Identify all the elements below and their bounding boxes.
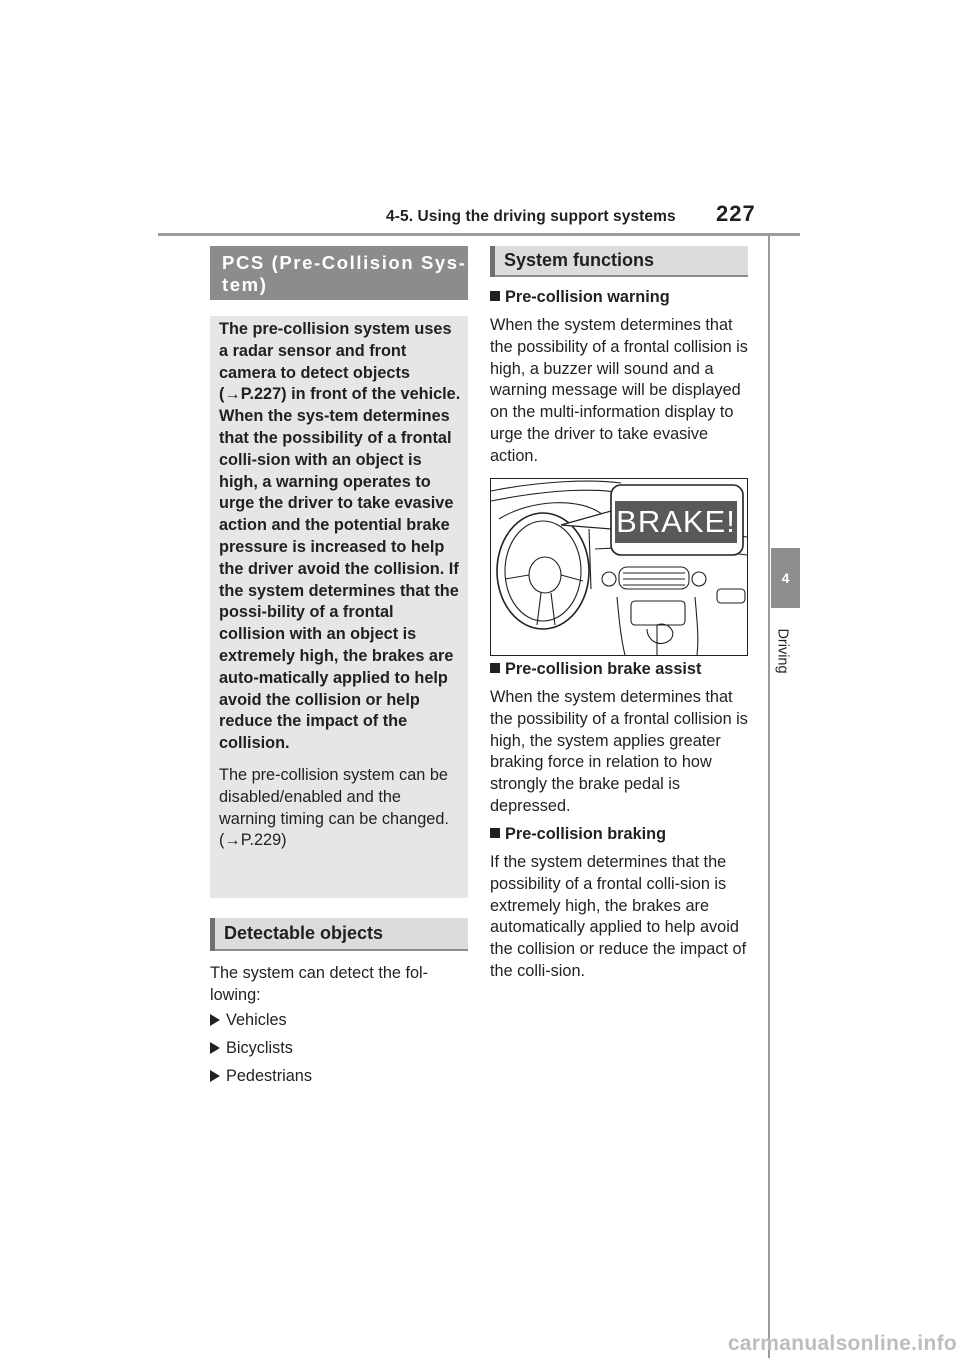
chapter-label <box>758 626 808 676</box>
chapter-tab[interactable]: 4 <box>771 548 800 608</box>
detectable-item-label: Vehicles <box>226 1011 287 1029</box>
chapter-label-text: Driving <box>775 628 791 674</box>
detectable-objects-heading: Detectable objects <box>210 918 468 951</box>
detectable-intro: The system can detect the fol-lowing: <box>210 964 429 1004</box>
pcs-heading: PCS (Pre-Collision Sys-tem) <box>210 246 468 300</box>
page-number: 227 <box>716 201 756 226</box>
square-bullet-icon <box>490 828 500 838</box>
brake-warning-message: BRAKE! <box>616 504 736 539</box>
dashboard-illustration <box>490 478 748 656</box>
side-divider <box>768 233 770 1358</box>
warning-subheading <box>490 287 752 308</box>
triangle-bullet-icon <box>210 1042 220 1054</box>
detectable-item-label: Bicyclists <box>226 1039 293 1057</box>
detectable-item-pedestrians <box>210 1066 468 1087</box>
detectable-item-bicyclists <box>210 1038 468 1059</box>
braking-title: Pre-collision braking <box>505 825 667 843</box>
warning-text: When the system determines that the possibility of a frontal collision is high, a buzzer will sound and a warning message will be displayed on the multi-information display to urge the driver to take evasive action. <box>490 316 748 465</box>
detectable-item-vehicles <box>210 1010 468 1031</box>
pcs-intro-box <box>210 316 468 898</box>
detectable-item-label: Pedestrians <box>226 1067 312 1085</box>
assist-subheading <box>490 659 752 680</box>
triangle-bullet-icon <box>210 1014 220 1026</box>
pcs-intro-bold: The pre-collision system uses a radar sensor and front camera to detect objects (→P.227) in front of the vehicle. When the sys-tem determines that the possibility of a frontal colli-sion with an object is high, a warning operates to urge the driver to take evasive action and the potential brake pressure is increased to help the driver avoid the collision. If the system determines that the possi-bility of a frontal collision with an object is extremely high, the brakes are auto-matically applied to help avoid the collision or help reduce the impact of the collision. <box>219 320 461 753</box>
system-functions-heading: System functions <box>490 246 748 277</box>
triangle-bullet-icon <box>210 1070 220 1082</box>
assist-title: Pre-collision brake assist <box>505 660 702 678</box>
assist-text: When the system determines that the possibility of a frontal collision is high, the system applies greater braking force in relation to how strongly the brake pedal is depressed. <box>490 688 748 815</box>
watermark: carmanualsonline.info <box>727 1332 957 1355</box>
square-bullet-icon <box>490 291 500 301</box>
warning-title: Pre-collision warning <box>505 288 670 306</box>
braking-subheading <box>490 824 752 845</box>
pcs-intro-normal: The pre-collision system can be disabled/enabled and the warning timing can be changed. (→P.229) <box>219 765 449 850</box>
header-rule <box>158 233 800 236</box>
section-title: 4-5. Using the driving support systems <box>386 208 676 225</box>
square-bullet-icon <box>490 663 500 673</box>
braking-text: If the system determines that the possibility of a frontal colli-sion is extremely high, the brakes are automatically applied to help avoid the collision or reduce the impact of the colli-sion. <box>490 853 747 980</box>
